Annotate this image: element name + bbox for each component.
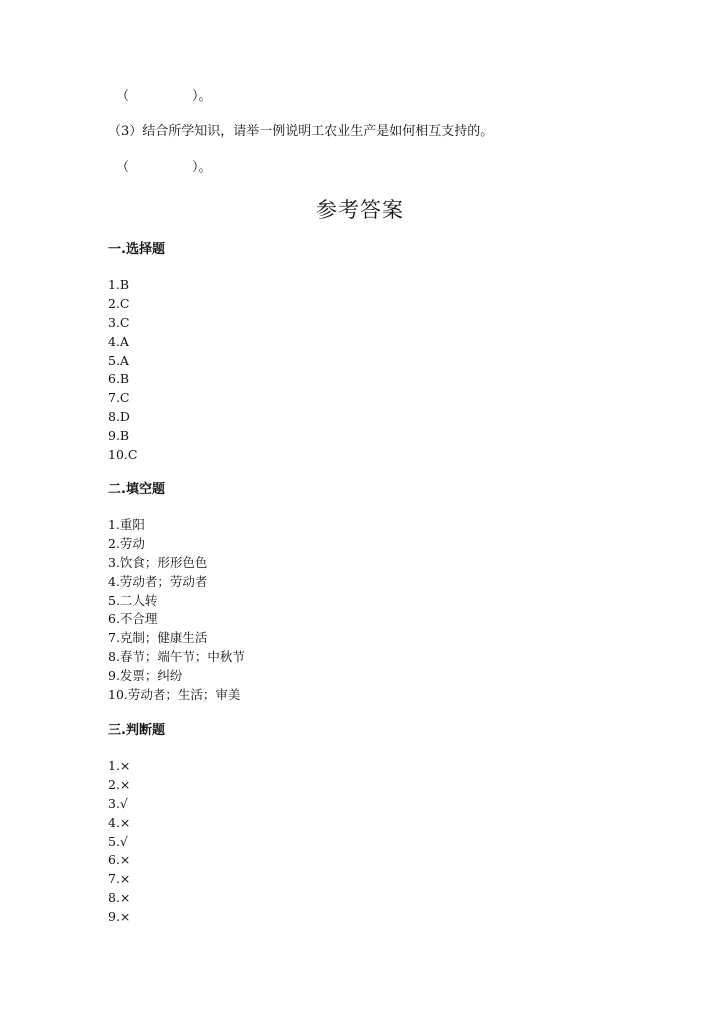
list-item: 4.A [108, 333, 129, 349]
blank-close-paren: ）。 [192, 160, 212, 175]
judge-answer-list [108, 757, 130, 927]
list-item: 2.× [108, 776, 131, 792]
list-item: 5.二人转 [108, 592, 158, 608]
list-item: 6.B [108, 371, 130, 387]
list-item: 8.D [108, 409, 130, 425]
list-item: 8.× [108, 890, 131, 906]
list-item: 8.春节；端午节；中秋节 [108, 649, 245, 665]
choice-answer-list [108, 276, 137, 465]
section-heading-judge: 三.判断题 [108, 723, 165, 738]
list-item: 1.重阳 [108, 517, 145, 532]
list-item: 10.劳动者；生活；审美 [108, 687, 241, 703]
blank-close-paren: ）。 [192, 89, 212, 104]
list-item: 9.× [108, 909, 131, 925]
list-item: 5.√ [108, 833, 128, 849]
list-item: 1.B [108, 277, 130, 292]
fill-answer-list [108, 516, 245, 705]
question-3-text: （3）结合所学知识，请举一例说明工农业生产是如何相互支持的。 [108, 124, 494, 139]
list-item: 2.劳动 [108, 535, 145, 551]
list-item: 4.劳动者；劳动者 [108, 573, 208, 589]
list-item: 3.C [108, 314, 130, 330]
list-item: 7.× [108, 871, 131, 887]
list-item: 2.C [108, 295, 130, 311]
list-item: 9.发票；纠纷 [108, 668, 183, 684]
list-item: 6.不合理 [108, 611, 158, 627]
blank-open-paren: （ [116, 89, 130, 104]
section-heading-fill: 二.填空题 [108, 482, 165, 497]
section-heading-choice: 一.选择题 [108, 242, 165, 257]
list-item: 10.C [108, 447, 138, 463]
list-item: 7.克制；健康生活 [108, 630, 208, 646]
list-item: 3.饮食；形形色色 [108, 554, 208, 570]
list-item: 1.× [108, 758, 131, 773]
list-item: 6.× [108, 852, 131, 868]
list-item: 9.B [108, 428, 130, 444]
blank-open-paren: （ [116, 160, 130, 175]
answers-title: 参考答案 [316, 198, 404, 222]
list-item: 5.A [108, 352, 129, 368]
list-item: 3.√ [108, 795, 128, 811]
list-item: 7.C [108, 390, 130, 406]
list-item: 4.× [108, 814, 131, 830]
